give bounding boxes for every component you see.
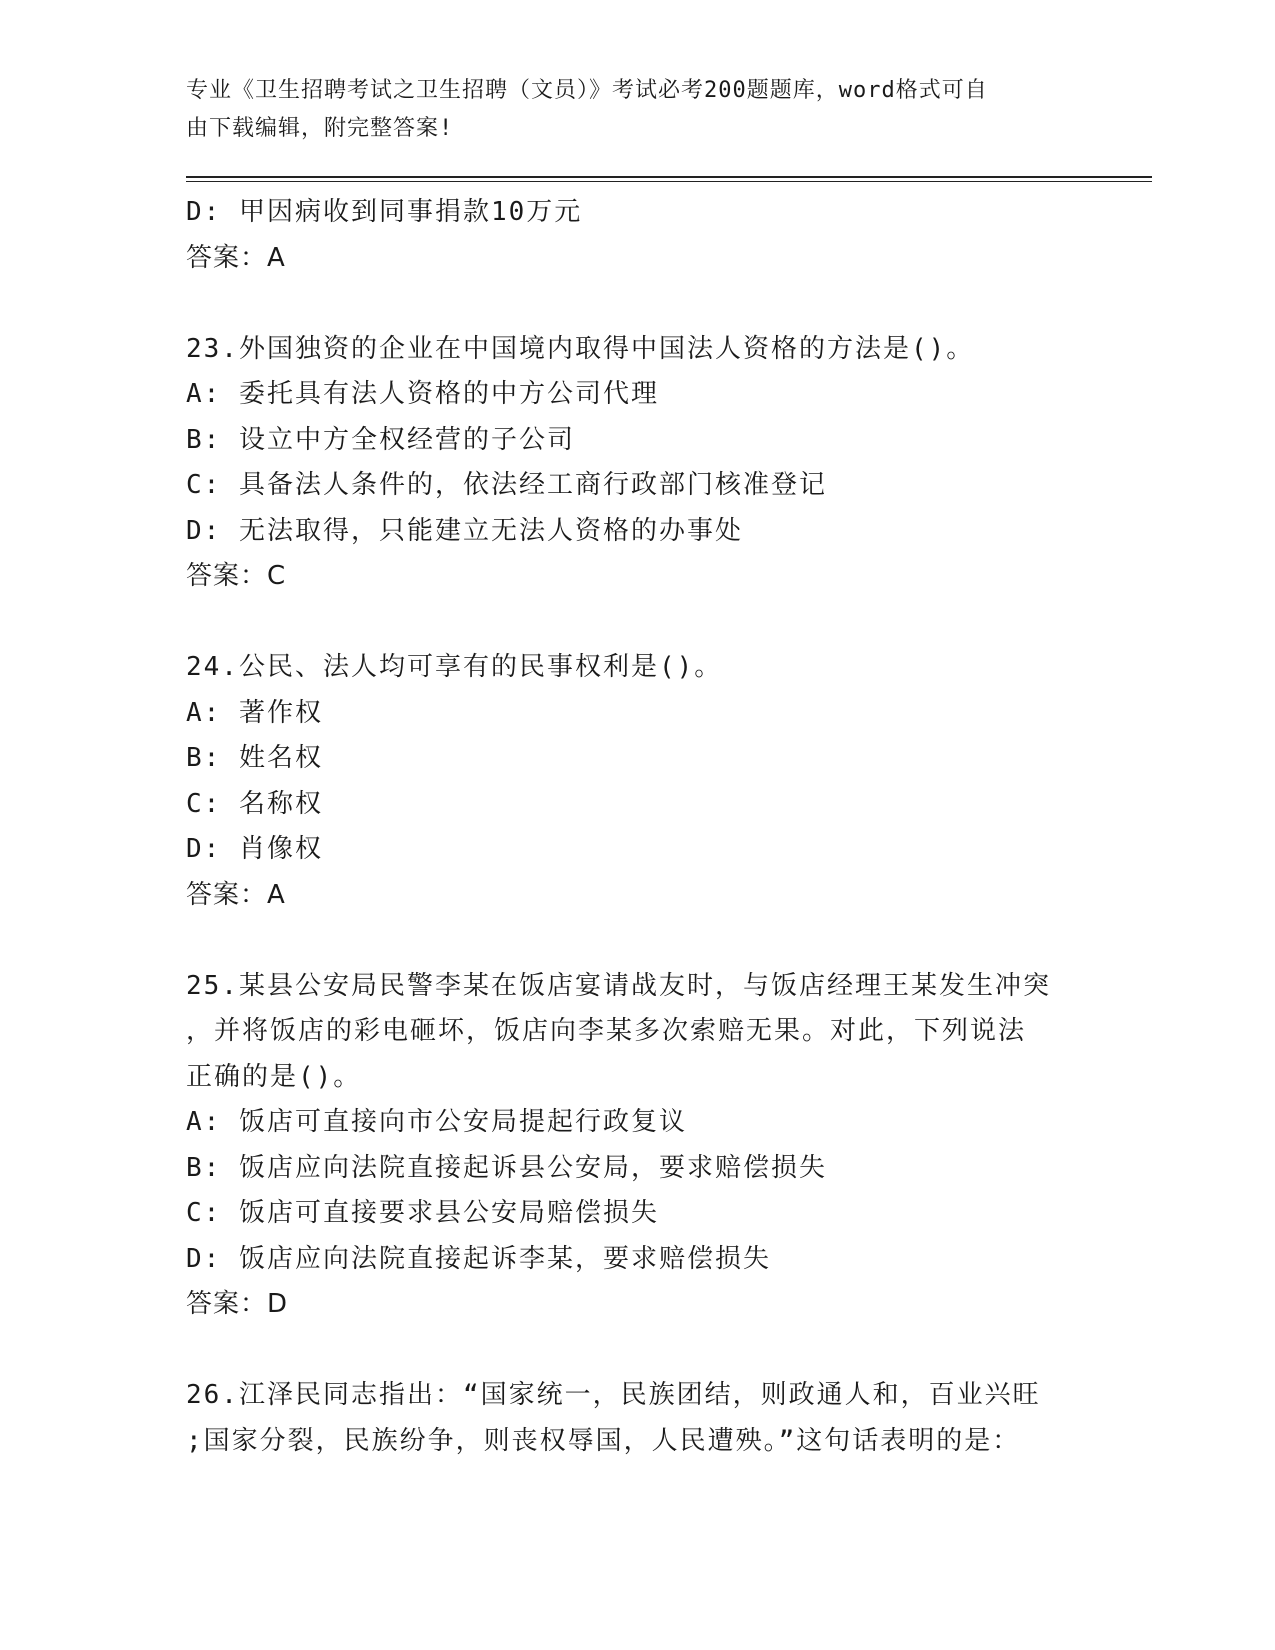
document-header xyxy=(186,72,1066,148)
question-stem-line-1: 26.江泽民同志指出：“国家统一，民族团结，则政通人和，百业兴旺 xyxy=(186,1380,1041,1410)
spacer xyxy=(186,281,1086,327)
option-b: B: 饭店应向法院直接起诉县公安局，要求赔偿损失 xyxy=(186,1152,827,1183)
answer: 答案：D xyxy=(186,1289,289,1319)
spacer xyxy=(186,1328,1086,1374)
option-a: A: 著作权 xyxy=(186,697,323,728)
spacer xyxy=(186,918,1086,964)
question-stem-line-2: ;国家分裂，民族纷争，则丧权辱国，人民遭殃。”这句话表明的是： xyxy=(186,1425,1021,1456)
header-line-2: 由下载编辑，附完整答案! xyxy=(186,116,454,141)
question-stem: 24.公民、法人均可享有的民事权利是()。 xyxy=(186,652,723,682)
prev-option-d: D: 甲因病收到同事捐款10万元 xyxy=(186,197,583,227)
spacer xyxy=(186,600,1086,646)
option-a: A: 委托具有法人资格的中方公司代理 xyxy=(186,379,659,409)
question-23 xyxy=(186,327,1086,600)
option-c: C: 饭店可直接要求县公安局赔偿损失 xyxy=(186,1198,659,1228)
option-b: B: 设立中方全权经营的子公司 xyxy=(186,424,575,455)
option-d: D: 肖像权 xyxy=(186,834,323,864)
option-c: C: 具备法人条件的，依法经工商行政部门核准登记 xyxy=(186,470,827,500)
answer: 答案：C xyxy=(186,561,287,591)
question-26 xyxy=(186,1373,1086,1464)
header-divider-thick xyxy=(186,176,1152,178)
option-d: D: 饭店应向法院直接起诉李某，要求赔偿损失 xyxy=(186,1243,771,1274)
prev-answer: 答案：A xyxy=(186,242,286,273)
question-content xyxy=(186,190,1086,1464)
header-divider-thin xyxy=(186,181,1152,182)
question-24 xyxy=(186,645,1086,918)
option-c: C: 名称权 xyxy=(186,788,323,819)
option-a: A: 饭店可直接向市公安局提起行政复议 xyxy=(186,1107,687,1137)
option-b: B: 姓名权 xyxy=(186,743,323,773)
answer: 答案：A xyxy=(186,879,286,910)
question-25 xyxy=(186,964,1086,1328)
question-stem-line-1: 25.某县公安局民警李某在饭店宴请战友时，与饭店经理王某发生冲突 xyxy=(186,970,1051,1001)
header-line-1: 专业《卫生招聘考试之卫生招聘（文员）》考试必考200题题库，word格式可自 xyxy=(186,78,988,103)
question-stem-line-2: ，并将饭店的彩电砸坏，饭店向李某多次索赔无果。对此，下列说法 xyxy=(186,1016,1027,1046)
question-stem: 23.外国独资的企业在中国境内取得中国法人资格的方法是()。 xyxy=(186,333,975,364)
question-stem-line-3: 正确的是()。 xyxy=(186,1061,362,1092)
option-d: D: 无法取得，只能建立无法人资格的办事处 xyxy=(186,515,743,546)
